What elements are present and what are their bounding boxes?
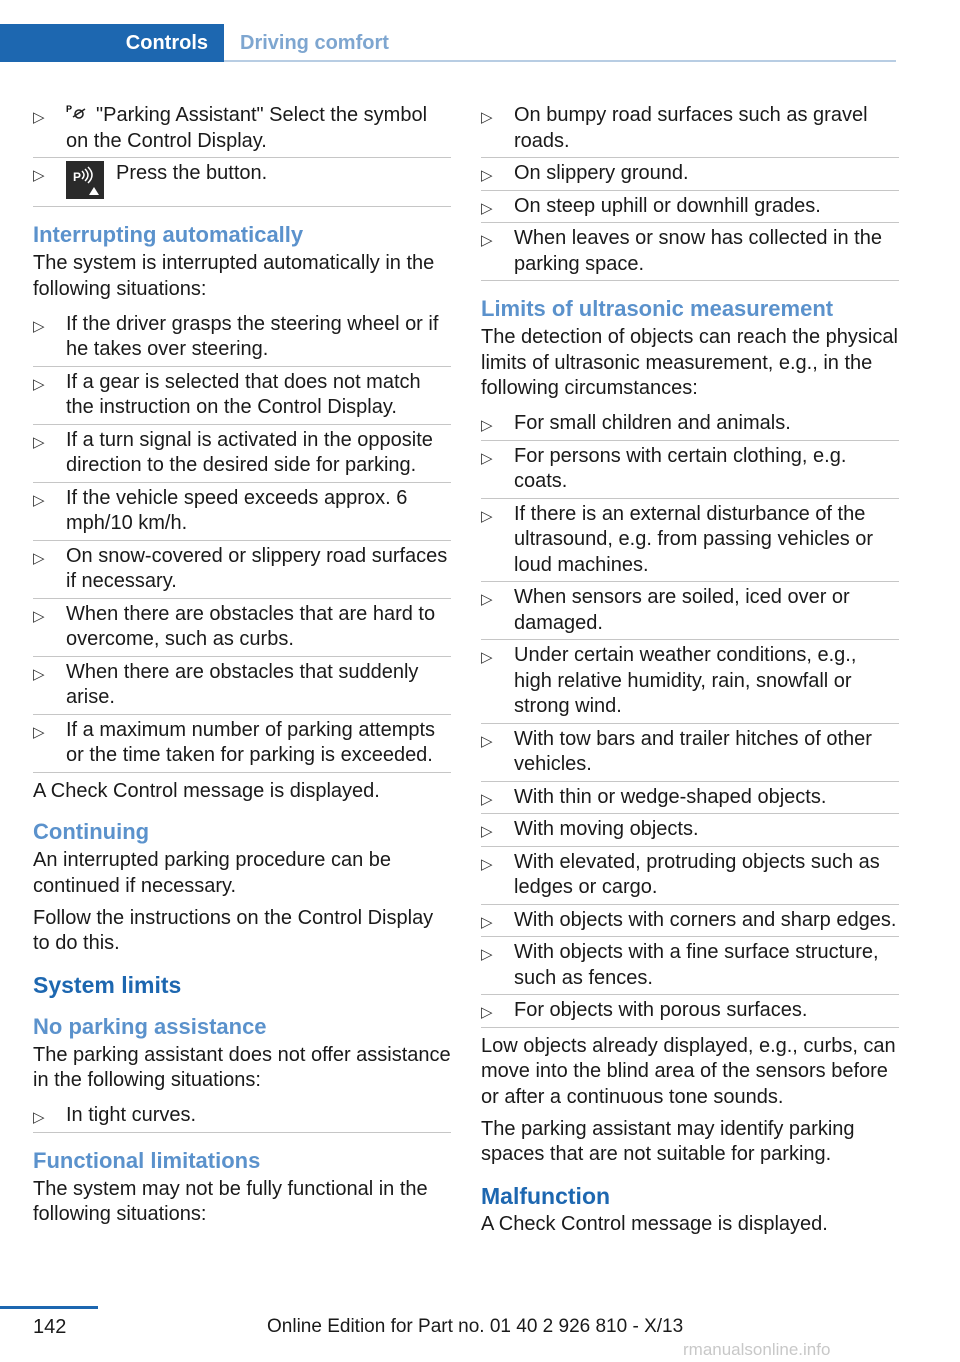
triangle-bullet-icon: ▷ (481, 855, 493, 873)
list-item-text: If there is an external disturbance of the ultrasound, e.g. from passing vehicles or loud machines. (514, 502, 874, 576)
list-item-text: For persons with certain clothing, e.g. coats. (514, 444, 847, 492)
list-item (481, 847, 899, 905)
list-item (33, 599, 451, 657)
triangle-bullet-icon: ▷ (481, 946, 493, 963)
list-item-text: With tow bars and trailer hitches of other vehicles. (514, 727, 872, 775)
ultrasonic-heading: Limits of ultrasonic measurement (481, 296, 834, 321)
list-item (481, 782, 899, 815)
list-item-text: When leaves or snow has collected in the parking space. (514, 227, 882, 275)
header-divider (224, 60, 896, 62)
list-item-text: Under certain weather conditions, e.g., high relative humidity, rain, snowfall or strong wind. (514, 644, 857, 717)
ultrasonic-intro: The detection of objects can reach the physical limits of ultrasonic measurement, e.g., in the following circumstances: (481, 326, 898, 399)
list-item-text: If the driver grasps the steering wheel or if he takes over steering. (66, 312, 439, 361)
triangle-bullet-icon: ▷ (481, 732, 493, 750)
list-item (481, 158, 899, 191)
list-item-text: When sensors are soiled, iced over or damaged. (514, 586, 850, 634)
continuing-paragraph-2: Follow the instructions on the Control Display to do this. (33, 906, 434, 955)
section-tab-controls[interactable]: Controls (0, 24, 224, 62)
list-item (33, 100, 451, 158)
malfunction-text: A Check Control message is displayed. (481, 1212, 828, 1235)
unsuitable-spaces-text: The parking assistant may identify parking spaces that are not suitable for parking. (481, 1117, 855, 1165)
system-limits-heading: System limits (33, 971, 182, 998)
triangle-bullet-icon: ▷ (33, 607, 45, 625)
triangle-bullet-icon: ▷ (33, 1109, 45, 1127)
page-number: 142 (33, 1316, 67, 1338)
triangle-bullet-icon: ▷ (33, 491, 45, 509)
functional-list (481, 100, 899, 281)
list-item (481, 937, 899, 995)
triangle-bullet-icon: ▷ (33, 433, 45, 451)
section-tab-driving-comfort[interactable]: Driving comfort (240, 31, 389, 54)
ultrasonic-list (481, 408, 899, 1028)
list-item (33, 309, 451, 367)
list-item (33, 367, 451, 425)
triangle-bullet-icon: ▷ (33, 375, 45, 393)
interrupting-heading: Interrupting automatically (33, 222, 304, 248)
triangle-bullet-icon: ▷ (481, 649, 493, 666)
steps-list (33, 100, 451, 207)
functional-intro: The system may not be fully functional in the following situations: (33, 1177, 428, 1226)
triangle-bullet-icon: ▷ (33, 109, 45, 126)
list-item (481, 408, 899, 441)
list-item-text: In tight curves. (66, 1104, 197, 1127)
triangle-bullet-icon: ▷ (481, 417, 493, 434)
list-item (33, 657, 451, 715)
triangle-bullet-icon: ▷ (33, 167, 45, 185)
list-item-text: For small children and animals. (514, 412, 791, 434)
triangle-bullet-icon: ▷ (33, 665, 45, 683)
list-item (481, 905, 899, 938)
triangle-bullet-icon: ▷ (481, 167, 493, 184)
continuing-heading: Continuing (33, 819, 150, 845)
continuing-paragraph: An interrupted parking procedure can be continued if necessary. (33, 849, 392, 897)
list-item (33, 1100, 451, 1133)
interrupting-list (33, 309, 451, 773)
list-item (481, 441, 899, 499)
list-item-text: If the vehicle speed exceeds approx. 6 mph/10 km/h. (66, 486, 408, 535)
watermark: rmanualsonline.info (683, 1340, 831, 1359)
low-objects-text: Low objects already displayed, e.g., curbs, can move into the blind area of the sensors before or after a continuous tone sounds. (481, 1034, 896, 1108)
no-parking-intro: The parking assistant does not offer assistance in the following situations: (33, 1043, 451, 1092)
list-item (33, 483, 451, 541)
step-text: "Parking Assistant" Select the symbol on the Control Display. (66, 104, 428, 152)
list-item-text: When there are obstacles that suddenly arise. (66, 660, 419, 709)
triangle-bullet-icon: ▷ (481, 1004, 493, 1021)
list-item (33, 541, 451, 599)
malfunction-heading: Malfunction (481, 1182, 611, 1209)
triangle-bullet-icon: ▷ (481, 109, 493, 126)
list-item (33, 425, 451, 483)
interrupting-intro: The system is interrupted automatically in the following situations: (33, 252, 435, 300)
triangle-bullet-icon: ▷ (481, 199, 493, 217)
parking-assistant-button-icon (66, 161, 104, 199)
list-item (481, 724, 899, 782)
list-item-text: On bumpy road surfaces such as gravel roads. (514, 104, 868, 152)
list-item-text: On steep uphill or downhill grades. (514, 194, 821, 217)
list-item (481, 100, 899, 158)
list-item-text: With thin or wedge-shaped objects. (514, 785, 827, 808)
list-item (481, 499, 899, 583)
triangle-bullet-icon: ▷ (481, 790, 493, 808)
list-item (481, 814, 899, 847)
no-parking-heading: No parking assistance (33, 1013, 267, 1039)
list-item-text: With elevated, protruding objects such as ledges or cargo. (514, 850, 880, 898)
list-item-text: With moving objects. (514, 818, 699, 840)
list-item-text: When there are obstacles that are hard to overcome, such as curbs. (66, 602, 436, 651)
list-item-text: With objects with corners and sharp edges. (514, 908, 897, 931)
list-item-text: If a gear is selected that does not match the instruction on the Control Display. (66, 370, 421, 419)
triangle-bullet-icon: ▷ (33, 723, 45, 741)
list-item (481, 640, 899, 724)
functional-heading: Functional limitations (33, 1147, 261, 1173)
page-header (0, 0, 960, 62)
list-item-text: On snow-covered or slippery road surfaces if necessary. (66, 544, 448, 593)
list-item (481, 582, 899, 640)
triangle-bullet-icon: ▷ (481, 823, 493, 840)
right-column (481, 100, 899, 1244)
list-item-text: If a turn signal is activated in the opposite direction to the desired side for parking. (66, 428, 433, 477)
step-text: Press the button. (116, 162, 268, 185)
triangle-bullet-icon: ▷ (481, 449, 493, 467)
triangle-bullet-icon: ▷ (481, 591, 493, 608)
parking-assistant-icon (66, 103, 88, 129)
list-item-text: With objects with a fine surface structure, such as fences. (514, 941, 879, 989)
list-item-text: For objects with porous surfaces. (514, 999, 808, 1021)
list-item (481, 995, 899, 1028)
svg-text:P: P (66, 104, 73, 114)
list-item-text: If a maximum number of parking attempts or the time taken for parking is exceeded. (66, 718, 436, 767)
triangle-bullet-icon: ▷ (33, 317, 45, 335)
edition-text: Online Edition for Part no. 01 40 2 926 810 - X/13 (267, 1316, 684, 1337)
left-column (33, 100, 451, 1234)
list-item (481, 191, 899, 224)
triangle-bullet-icon: ▷ (481, 232, 493, 249)
list-item-text: On slippery ground. (514, 162, 689, 184)
list-item (481, 223, 899, 281)
list-item (33, 158, 451, 207)
triangle-bullet-icon: ▷ (481, 913, 493, 931)
footer-divider (0, 1306, 98, 1309)
list-item (33, 715, 451, 773)
no-parking-list (33, 1100, 451, 1133)
svg-text:P: P (73, 170, 82, 185)
triangle-bullet-icon: ▷ (481, 507, 493, 525)
check-control-text: A Check Control message is displayed. (33, 779, 380, 802)
triangle-bullet-icon: ▷ (33, 549, 45, 567)
